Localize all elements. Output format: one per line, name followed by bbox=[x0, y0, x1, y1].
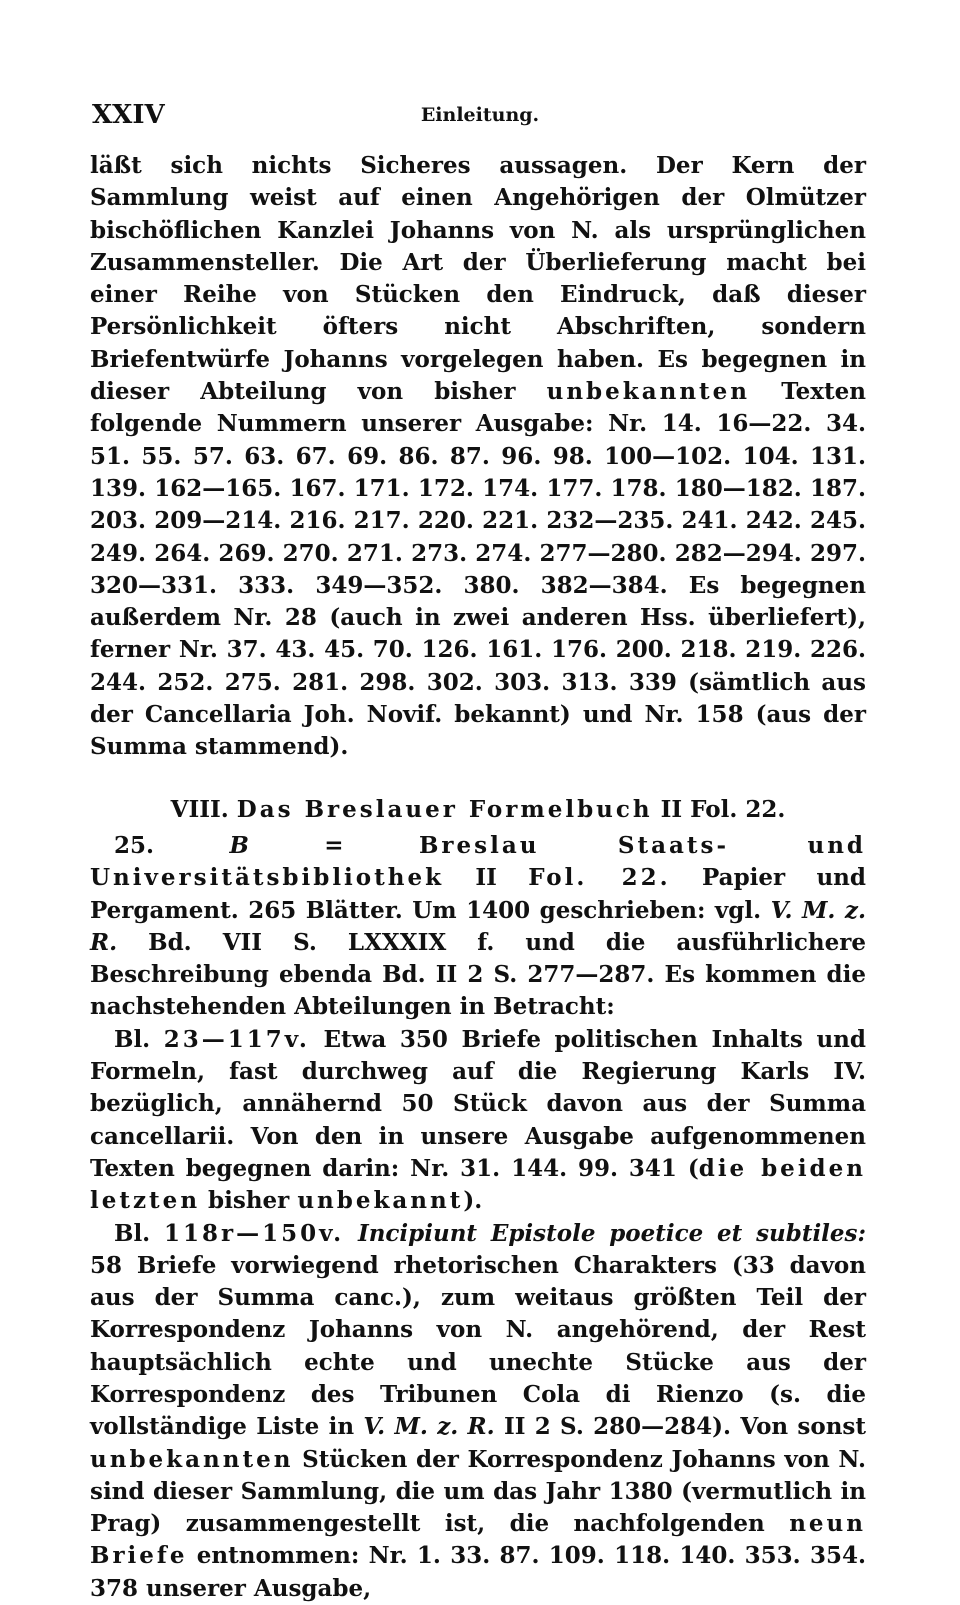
section-title: Das Breslauer Formelbuch bbox=[237, 796, 653, 823]
text-run: Stücken der Korrespondenz Johanns von N. sind dieser Sammlung, die um das Jahr 1380 (vermutlich in Prag) zusammengestellt ist, die nachfolgenden bbox=[90, 1446, 866, 1538]
page-header bbox=[92, 100, 868, 136]
text-run: Texten folgende Nummern unserer Ausgabe: Nr. 14. 16—22. 34. 51. 55. 57. 63. 67. 69. 86. 87. 96. 98. 100—102. 104. 131. 139. 162—165. 167. 171. 172. 174. 177. 178. 180—182. 187. 203. 209—214. 216. 217. 220. 221. 232—235. 241. 242. 245. 249. 264. 269. 270. 271. 273. 274. 277—280. 282—294. 297. 320—331. 333. 349—352. 380. 382—384. Es begegnen außerdem Nr. 28 (auch in zwei anderen Hss. überliefert), ferner Nr. 37. 43. 45. 70. 126. 161. 176. 200. 218. 219. 226. 244. 252. 275. 281. 298. 302. 303. 313. 339 (sämtlich aus der Cancellaria Joh. Novif. bekannt) und Nr. 158 (aus der Summa stammend). bbox=[90, 378, 866, 760]
page-body bbox=[90, 150, 866, 1605]
running-title: Einleitung. bbox=[92, 104, 868, 126]
spaced-emphasis: unbekannten bbox=[547, 378, 750, 405]
section-number: VIII. bbox=[171, 796, 229, 823]
spaced-emphasis: neun Briefe bbox=[90, 1510, 866, 1569]
text-run: Bl. bbox=[114, 1026, 164, 1053]
text-run: in bbox=[452, 993, 493, 1020]
text-run: = bbox=[249, 832, 419, 859]
paragraph-section-vii-tail bbox=[90, 150, 866, 764]
spaced-emphasis: 118r—150v. bbox=[164, 1220, 344, 1247]
spaced-emphasis: 23—117v. bbox=[164, 1026, 310, 1053]
spaced-emphasis: die beiden letzten bbox=[90, 1155, 866, 1214]
text-run: bisher bbox=[200, 1187, 297, 1214]
manuscript-sigil: B bbox=[229, 832, 248, 859]
text-run: ). bbox=[463, 1187, 482, 1214]
text-run: Papier und Pergament. 265 Blätter. Um 1400 geschrieben: vgl. bbox=[90, 864, 866, 923]
text-run bbox=[344, 1220, 358, 1247]
spaced-emphasis: unbekannten bbox=[90, 1446, 293, 1473]
paragraph-bl-23-117 bbox=[90, 1024, 866, 1218]
text-run: Bl. bbox=[114, 1220, 164, 1247]
text-run: entnommen: Nr. 1. 33. 87. 109. 118. 140. 353. 354. 378 unserer Ausgabe, bbox=[90, 1542, 866, 1601]
paragraph-bl-118-150 bbox=[90, 1218, 866, 1605]
text-run: II bbox=[444, 864, 528, 891]
section-heading bbox=[90, 794, 866, 826]
text-run: Bd. VII S. LXXXIX f. und die ausführlichere Beschreibung ebenda Bd. II 2 S. 277—287. Es kommen die nachstehenden bbox=[90, 929, 866, 1021]
spaced-emphasis: unbekannt bbox=[297, 1187, 463, 1214]
text-run: 25. bbox=[114, 832, 229, 859]
section-ref: II Fol. 22. bbox=[661, 796, 786, 823]
text-run: II 2 S. 280—284). Von sonst bbox=[495, 1413, 866, 1440]
text-run: 58 Briefe vorwiegend rhetorischen Charakters (33 davon aus der Summa canc.), zum weitaus größten Teil der Korrespondenz Johanns von N. angehörend, der Rest hauptsächlich echte und unechte Stücke aus der Korrespondenz des Tribunen Cola di Rienzo (s. die vollständige Liste in bbox=[90, 1252, 866, 1440]
italic-abbreviation: V. M. z. R. bbox=[90, 897, 866, 956]
text-run: Abteilungen bbox=[294, 993, 452, 1020]
text-run: läßt sich nichts Sicheres aussagen. Der Kern der Sammlung weist auf einen Angehörigen der Olmützer bischöflichen Kanzlei Johanns von N. als ursprünglichen Zusammensteller. Die Art der Überlieferung macht bei einer Reihe von Stücken den Eindruck, daß dieser Persönlichkeit öfters nicht Abschriften, sondern Briefentwürfe Johanns vorgelegen haben. Es begegnen in dieser Abteilung von bisher bbox=[90, 152, 866, 405]
italic-abbreviation: V. M. z. R. bbox=[363, 1413, 494, 1440]
paragraph-25 bbox=[90, 830, 866, 1024]
page-number: XXIV bbox=[92, 100, 165, 130]
text-run: Etwa 350 Briefe politischen Inhalts und Formeln, fast durchweg auf die Regierung Karls IV. bezüglich, annähernd 50 Stück davon aus der Summa cancellarii. Von den in unsere Ausgabe aufgenommenen Texten begegnen darin: Nr. 31. 144. 99. 341 ( bbox=[90, 1026, 866, 1182]
text-run: Betracht: bbox=[493, 993, 615, 1020]
italic-title: Incipiunt Epistole poetice et subtiles: bbox=[358, 1220, 866, 1247]
spaced-emphasis: Fol. 22. bbox=[528, 864, 670, 891]
spaced-emphasis: Breslau Staats- und Universitätsbibliothek bbox=[90, 832, 866, 891]
